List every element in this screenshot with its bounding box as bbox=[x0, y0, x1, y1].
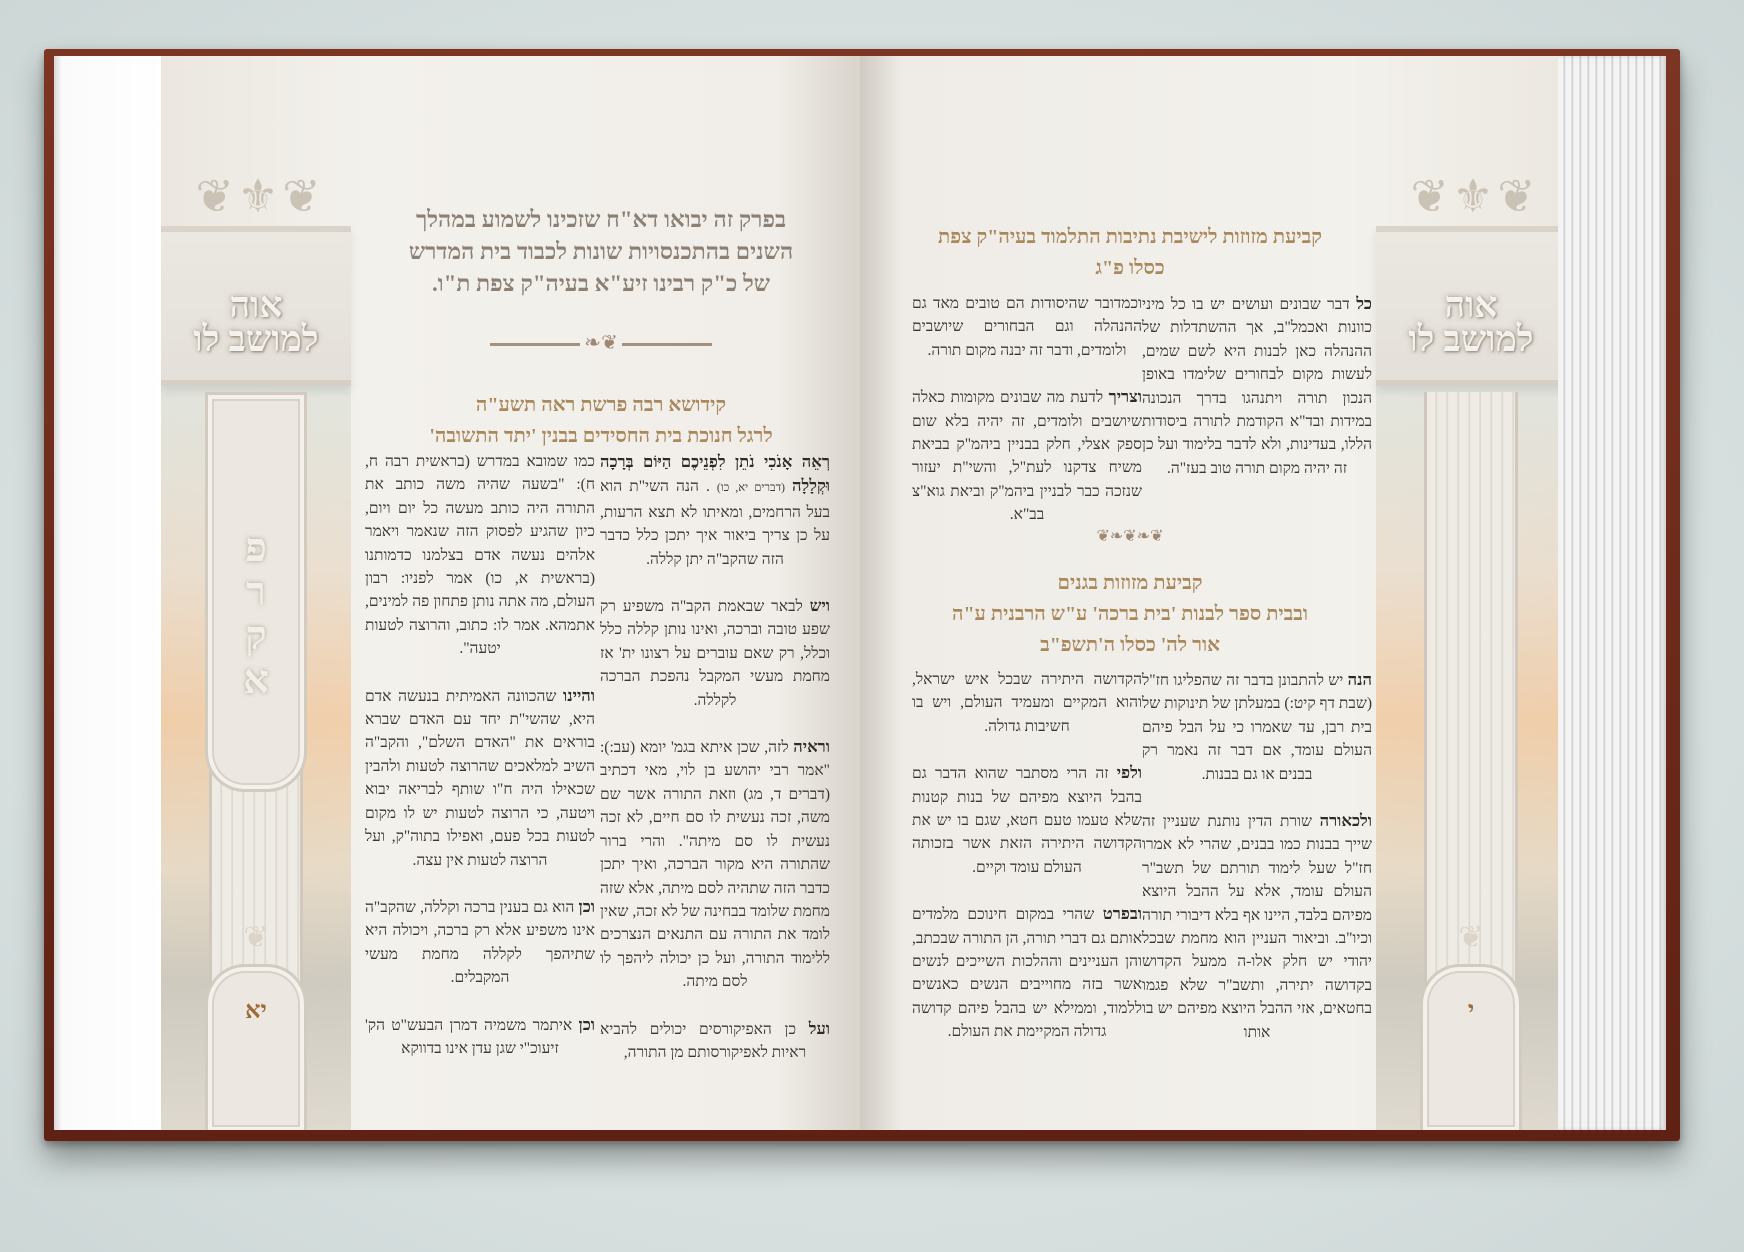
book-title-logo bbox=[1376, 285, 1558, 359]
paragraph bbox=[912, 668, 1142, 738]
left-page-stack bbox=[54, 56, 164, 1130]
paragraph-text: שורת הדין נותנת שעניין זה שייך בבנות כמו בבנים, שהרי לא אמרו חז"ל שעל לימוד תורתם של תשב"ר העולם עומד, אלא על ההבל היוצא מפיהם בלבד, היינו אף בלא דיבורי תורה וכיו"ב. וביאור העניין הוא מחמת שבכל יהודי יש חלק אלו-ה ממעל הקדוש בקדושה יתירה, ותשב"ר שלא פגמו בחטאים, אזי ההבל היוצא מפיהם יש בו אותו bbox=[1142, 813, 1372, 1041]
paragraph-text: לבאר שבאמת הקב"ה משפיע רק שפע טובה וברכה, ואינו נותן קללה כלל וכלל, רק שאם עוברים על רצונו ית' אז מחמת מעשי המקבל נהפכת הברכה לקללה. bbox=[600, 598, 830, 709]
paragraph bbox=[365, 1013, 595, 1061]
text-column-left bbox=[912, 668, 1142, 1067]
intro-line: השנים בהתכנסויות שונות לכבוד בית המדרש bbox=[408, 239, 794, 264]
paragraph bbox=[600, 450, 830, 571]
paragraph-text: איתמר משמיה דמרן הבעש"ט הק' זיעוכ"י שגן עדן אינו בדווקא bbox=[365, 1016, 573, 1057]
paragraph-lead: וצריך bbox=[1108, 387, 1142, 407]
paragraph-text: וכמדובר שהיסודות הם טובים מאד גם ההנהלה וגם הבחורים שיושבים ולומדים, ודבר זה יבנה מקום תורה. bbox=[912, 295, 1142, 359]
paragraph-text: שהרי במקום חינוכם מלמדים אותם גם דברי תורה, הן התורה שבכתב, והן העניינים וההלכות השייכים לנשים אשר בזה מחוייבים הנשים כאנשים ללמוד, וממילא יש בהבל פיהם קדושה גדולה המקיימת את העולם. bbox=[912, 906, 1142, 1041]
paragraph-text: יש להתבונן בדבר זה שהפליגו חז"ל (שבת דף קיט:) במעלתן של תינוקות של בית רבן, עד שאמרו כי על הבל פיהם העולם עומד, אם דבר זה נאמר רק בבנים או גם בבנות. bbox=[1142, 672, 1372, 783]
paragraph-lead: הנה bbox=[1347, 670, 1373, 689]
book-title-line2: למושב לו bbox=[1408, 319, 1534, 359]
paragraph bbox=[365, 684, 595, 872]
page-number-panel bbox=[205, 964, 307, 1130]
paragraph bbox=[365, 895, 595, 990]
right-page-stack bbox=[1558, 56, 1666, 1130]
paragraph bbox=[600, 735, 830, 993]
section-title-line: לרגל חנוכת בית החסידים בבנין 'יתד התשובה' bbox=[429, 425, 773, 447]
chapter-letter: פ bbox=[245, 525, 267, 570]
section-title bbox=[361, 390, 841, 452]
section-title-line: כסלו פ"ג bbox=[1095, 257, 1165, 279]
book-title-line1: אוה bbox=[229, 285, 283, 325]
section-title-line: קביעת מזוזות לישיבת נתיבות התלמוד בעיה"ק צפת bbox=[938, 226, 1322, 248]
section-title-line: קידושא רבה פרשת ראה תשע"ה bbox=[475, 394, 727, 416]
paragraph-text: לדעת מה שבונים מקומות כאלה שיושבים ולומדים, זה יהיה בלא שום ספק אצלי, חלק בבניין ביהמ"ק בביאת משיח צדקנו לעת"ל, והשי"ת יעזור שנזכה כבר לבניין ביהמ"ק וביאת גוא"צ בב"א. bbox=[912, 389, 1142, 524]
book-title-line2: למושב לו bbox=[193, 319, 319, 359]
paragraph-lead: וכן bbox=[578, 896, 595, 916]
text-column-right bbox=[1142, 292, 1372, 503]
text-column-left bbox=[912, 292, 1142, 550]
paragraph-lead: ויש bbox=[809, 596, 831, 616]
page-number-panel bbox=[1420, 964, 1522, 1130]
paragraph-text: כמו שמובא במדרש (בראשית רבה ח, ח): "בשעה שהיה משה כותב את התורה היה כותב מעשה כל יום ויום, כיון שהגיע לפסוק הזה שנאמר ויאמר אלהים נעשה אדם בצלמנו כדמותנו (בראשית א, כו) אמר לפניו: רבון העולם, מה אתה נותן פתחון פה למינים, אתמהא. אמר לו: כתוב, והרוצה לטעות יטעה". bbox=[365, 453, 595, 658]
divider-ornament bbox=[361, 330, 841, 355]
text-column-left bbox=[365, 450, 595, 1083]
section1-title bbox=[910, 222, 1350, 284]
paragraph-lead: ועל bbox=[808, 1018, 831, 1038]
paragraph bbox=[1142, 668, 1372, 786]
chapter-letter: ר bbox=[246, 569, 266, 614]
flourish-icon: ❧❦ bbox=[584, 332, 618, 354]
book-title-line1: אוה bbox=[1444, 285, 1498, 325]
paragraph-text: הקדושה היתירה שבכל איש ישראל, והוא המקיים ומעמיד העולם, ויש בו חשיבות גדולה. bbox=[912, 671, 1142, 735]
flourish-icon: ❦❧❦❧❦ bbox=[1096, 528, 1164, 545]
chapter-label-vertical bbox=[161, 526, 351, 702]
intro-line: בפרק זה יבואו דא"ח שזכינו לשמוע במהלך bbox=[415, 207, 787, 232]
right-side-banner bbox=[1376, 56, 1558, 1130]
paragraph-lead: ולכאורה bbox=[1319, 811, 1372, 831]
chapter-intro bbox=[361, 204, 841, 300]
paragraph-text: הוא גם בענין ברכה וקללה, שהקב"ה אינו משפיע אלא רק ברכה, ויכולה היא שתיהפך לקללה מחמת מעשי המקבלים. bbox=[365, 898, 595, 987]
chapter-letter: ק bbox=[245, 613, 267, 658]
paragraph bbox=[912, 292, 1142, 362]
paragraph-lead: וכן bbox=[578, 1014, 596, 1034]
paragraph bbox=[600, 1017, 830, 1065]
paragraph-lead: כל bbox=[1356, 294, 1372, 313]
section-title-line: ובבית ספר לבנות 'בית ברכה' ע"ש הרבנית ע"ה bbox=[951, 603, 1309, 625]
crown-ornament-icon: ❦ ⚜ ❦ bbox=[195, 171, 317, 222]
paragraph-text: . הנה השי"ת הוא בעל הרחמים, ומאיתו לא תצא הרעות, על כן צריך ביאור איך יתכן כלל כדבר הזה שהקב"ה יתן קללה. bbox=[600, 478, 830, 568]
scroll-capital-icon: ❦ bbox=[1458, 921, 1484, 954]
divider-ornament bbox=[910, 526, 1350, 546]
paragraph-text: שהכוונה האמיתית בנעשה אדם היא, שהשי"ת יחד עם האדם שברא בוראים את "האדם השלם", והקב"ה השיב למלאכים שהרוצה לטעות ולהבין שכאילו היה ח"ו שותף לבריאה יבוא ויטעה, כי הרוצה לטעות יש לו מקום לטעות בכל פעם, ואפילו בתוה"ק, ועל הרוצה לטעות אין עצה. bbox=[365, 687, 595, 869]
page-number: י bbox=[1467, 998, 1475, 1024]
paragraph-text: דבר שבונים ועושים יש בו כל מיני כוונות ואכמל"ב, אך ההשתדלות של ההנהלה כאן לבנות היא לשם שמים, לעשות מקום לבחורים שלימדו באופן הנכון תורה ויתנהגו בדרך הנכונה במידות ובד"א הקודמת לתורה ביסודות הללו, בעדינות, ולא לדבר בלימוד ועל כן זה יהיה מקום תורה טוב בעז"ה. bbox=[1142, 296, 1372, 477]
intro-line: של כ"ק רבינו זיע"א בעיה"ק צפת ת"ו. bbox=[431, 271, 771, 296]
paragraph-lead: והיינו bbox=[563, 685, 595, 705]
paragraph-lead: ולפי bbox=[1116, 763, 1143, 783]
left-side-banner bbox=[161, 56, 351, 1130]
paragraph bbox=[912, 385, 1142, 526]
paragraph-lead: וראיה bbox=[793, 737, 831, 757]
paragraph bbox=[365, 450, 595, 661]
paragraph bbox=[912, 761, 1142, 879]
left-page bbox=[161, 56, 860, 1130]
paragraph-text: כן האפיקורסים יכולים להביא ראיות לאפיקורסותם מן התורה, bbox=[600, 1020, 807, 1061]
chapter-letter: א bbox=[243, 657, 269, 702]
section2-title bbox=[910, 568, 1350, 661]
paragraph bbox=[1142, 292, 1372, 480]
paragraph-lead: רְאֵה אָנֹכִי נֹתֵן לִפְנֵיכֶם הַיּוֹם בְּרָכָה וּקְלָלָה bbox=[600, 452, 830, 496]
scroll-capital-icon: ❦ bbox=[243, 921, 269, 954]
paragraph bbox=[912, 902, 1142, 1043]
right-page bbox=[860, 56, 1558, 1130]
paragraph-text: זה הרי מסתבר שהוא הדבר גם בהבל היוצא מפיהם של בנות קטנות שלא טעמו טעם חטא, שגם בו יש את הקדושה היתירה הזאת אשר בזכותה העולם עומד וקיים. bbox=[912, 765, 1142, 876]
paragraph-cite: (דברים יא, כו) bbox=[716, 482, 785, 495]
page-number: יא bbox=[245, 998, 267, 1024]
paragraph-lead: ובפרט bbox=[1102, 904, 1143, 924]
text-column-right bbox=[1142, 668, 1372, 1067]
paragraph-text: לזה, שכן איתא בגמ' יומא (עב:): "אמר רבי יהושע בן לוי, מאי דכתיב (דברים ד, מג) וזאת התורה אשר שם משה, זכה נעשית לו סם חיים, לא זכה נעשית לו סם מיתה". והרי ברור שהתורה היא מקור הברכה, ואיך יתכן כדבר הזה שתהיה לסם מיתה, אלא שזה מחמת שלומד בבחינה של לא זכה, שאין לומד את התורה עם התנאים הנצרכים ללימוד התורה, ועל כן יכולה ליהפך לו לסם מיתה. bbox=[600, 739, 830, 991]
text-column-right bbox=[600, 450, 830, 1087]
section-title-line: אור לה' כסלו ה'תשפ"ב bbox=[1040, 634, 1220, 656]
paragraph bbox=[600, 594, 830, 712]
section-title-line: קביעת מזוזות בגנים bbox=[1057, 572, 1203, 594]
paragraph bbox=[1142, 809, 1372, 1044]
book-title-logo bbox=[161, 285, 351, 359]
crown-ornament-icon: ❦ ⚜ ❦ bbox=[1410, 171, 1532, 222]
